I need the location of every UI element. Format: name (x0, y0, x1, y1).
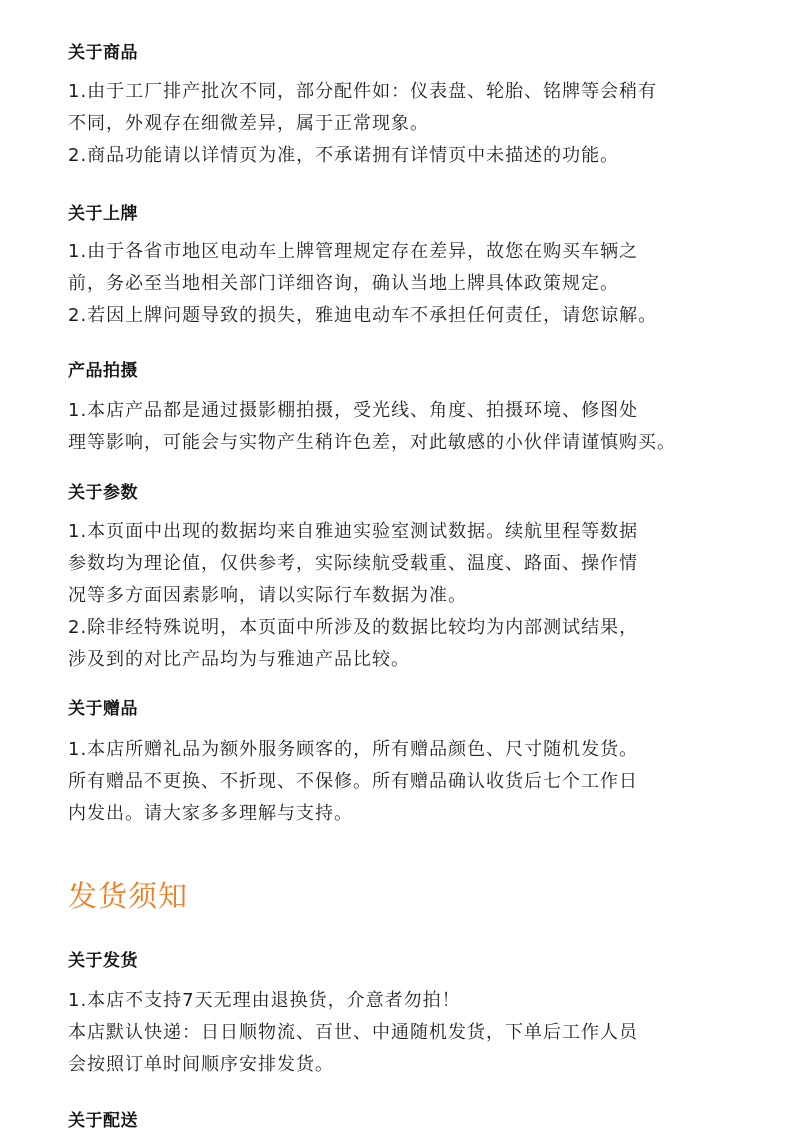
gifts-line-3: 内发出。请大家多多理解与支持。 (68, 803, 353, 824)
product-line-2: 不同，外观存在细微差异，属于正常现象。 (68, 113, 429, 134)
shipping-line-3: 会按照订单时间顺序安排发货。 (68, 1054, 334, 1075)
shipping-line-2: 本店默认快递：日日顺物流、百世、中通随机发货，下单后工作人员 (68, 1022, 638, 1043)
gifts-line-2: 所有赠品不更换、不折现、不保修。所有赠品确认收货后七个工作日 (68, 771, 638, 792)
parameters-line-5: 涉及到的对比产品均为与雅迪产品比较。 (68, 649, 410, 670)
registration-line-1: 1.由于各省市地区电动车上牌管理规定存在差异，故您在购买车辆之 (68, 241, 639, 262)
product-line-1: 1.由于工厂排产批次不同，部分配件如：仪表盘、轮胎、铭牌等会稍有 (68, 81, 658, 102)
section-heading-parameters: 关于参数 (68, 483, 138, 503)
product-line-3: 2.商品功能请以详情页为准，不承诺拥有详情页中未描述的功能。 (68, 145, 620, 166)
parameters-line-2: 参数均为理论值，仅供参考，实际续航受载重、温度、路面、操作情 (68, 553, 638, 574)
registration-line-2: 前，务必至当地相关部门详细咨询，确认当地上牌具体政策规定。 (68, 273, 619, 294)
shipping-title: 发货须知 (68, 879, 189, 913)
registration-line-3: 2.若因上牌问题导致的损失，雅迪电动车不承担任何责任，请您谅解。 (68, 305, 658, 326)
section-heading-product: 关于商品 (68, 43, 138, 63)
section-heading-gifts: 关于赠品 (68, 699, 138, 719)
section-heading-delivery-partial: 关于配送 (68, 1111, 138, 1131)
photography-line-1: 1.本店产品都是通过摄影棚拍摄，受光线、角度、拍摄环境、修图处 (68, 400, 639, 421)
section-heading-photography: 产品拍摄 (68, 361, 138, 381)
photography-line-2: 理等影响，可能会与实物产生稍许色差，对此敏感的小伙伴请谨慎购买。 (68, 432, 676, 453)
section-heading-registration: 关于上牌 (68, 204, 138, 224)
shipping-line-1: 1.本店不支持7天无理由退换货，介意者勿拍！ (68, 990, 461, 1011)
gifts-line-1: 1.本店所赠礼品为额外服务顾客的，所有赠品颜色、尺寸随机发货。 (68, 739, 639, 760)
section-heading-shipping: 关于发货 (68, 951, 138, 971)
parameters-line-3: 况等多方面因素影响，请以实际行车数据为准。 (68, 585, 467, 606)
parameters-line-4: 2.除非经特殊说明，本页面中所涉及的数据比较均为内部测试结果， (68, 617, 639, 638)
parameters-line-1: 1.本页面中出现的数据均来自雅迪实验室测试数据。续航里程等数据 (68, 521, 639, 542)
